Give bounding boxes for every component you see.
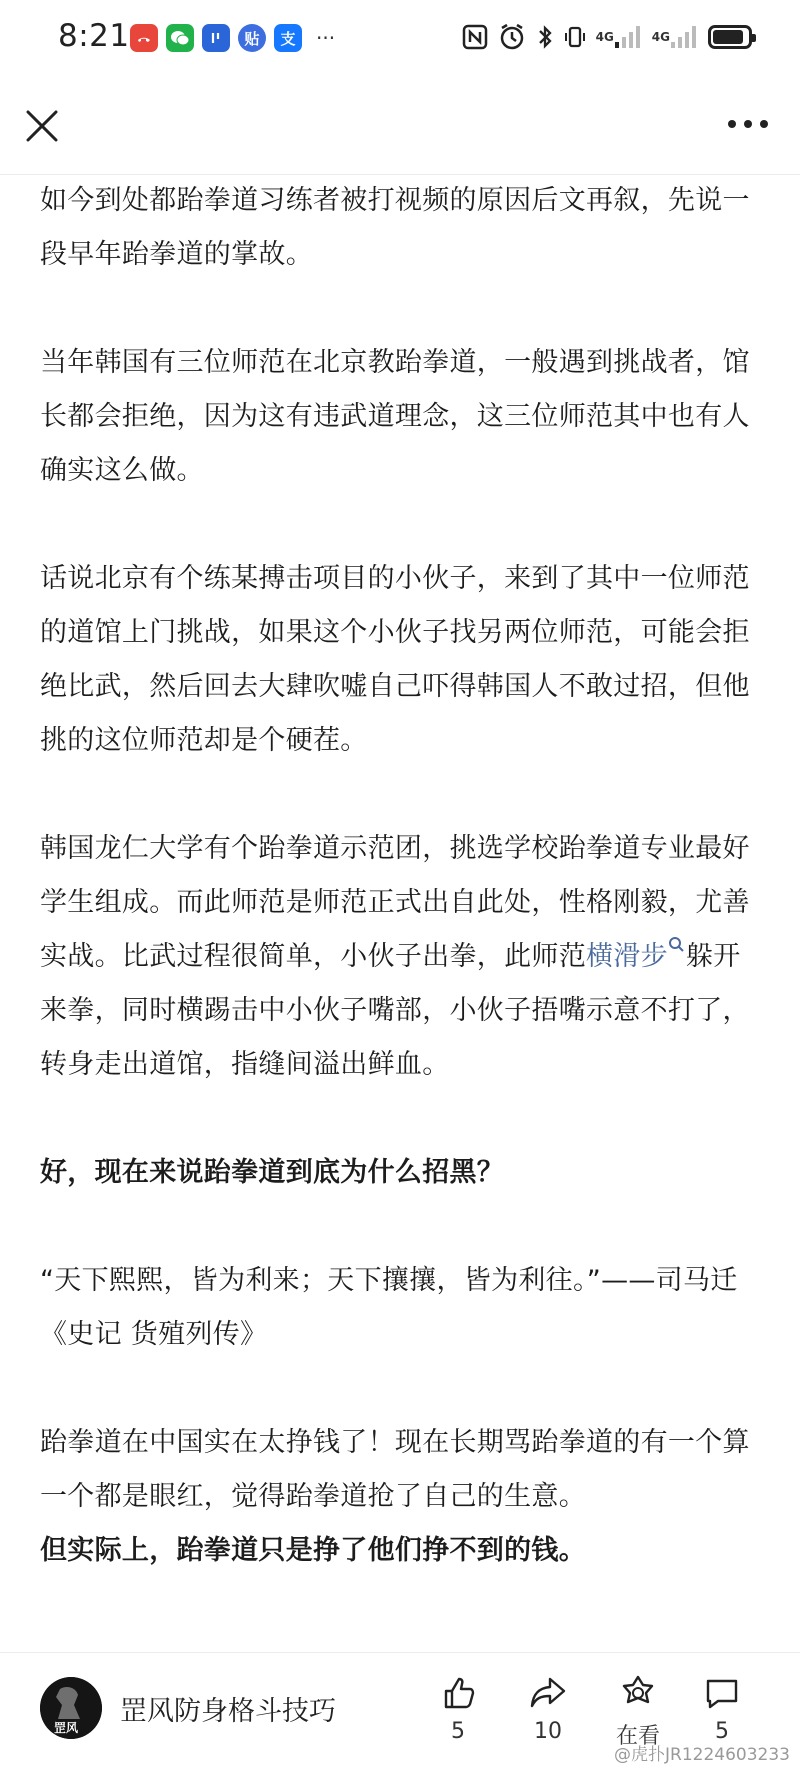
zaikan-button[interactable] (598, 1673, 678, 1750)
paragraph-4-text-a: 韩国龙仁大学有个跆拳道示范团，挑选学校跆拳道专业最好学生组成。而此师范是师范正式出自此处，性格刚毅，尤善实战。比武过程很简单，小伙子出拳，此师范 (40, 833, 750, 972)
signal-icon (614, 24, 642, 50)
alipay-icon: 支 (274, 24, 302, 52)
network-type-1: 4G (595, 30, 614, 44)
bottom-action-bar (0, 1652, 800, 1771)
search-icon[interactable] (668, 936, 686, 954)
comment-button[interactable] (682, 1673, 762, 1744)
wow-star-icon (618, 1673, 658, 1713)
paragraph-2: 当年韩国有三位师范在北京教跆拳道，一般遇到挑战者，馆长都会拒绝，因为这有违武道理念，这三位师范其中也有人确实这么做。 (40, 347, 750, 486)
share-count: 10 (534, 1719, 562, 1744)
more-icon[interactable] (726, 112, 770, 136)
network-type-2: 4G (651, 30, 670, 44)
vibrate-icon (564, 22, 586, 52)
avatar[interactable] (40, 1677, 102, 1739)
article-top-bar (0, 80, 800, 175)
bluetooth-icon (536, 22, 554, 52)
more-notifications-icon: ··· (316, 26, 336, 50)
system-icons (462, 22, 752, 52)
thumbs-up-icon (438, 1673, 478, 1713)
quote-paragraph: “天下熙熙，皆为利来；天下攘攘，皆为利往。”——司马迁《史记 货殖列传》 (40, 1265, 738, 1350)
jr-app-icon (202, 24, 230, 52)
share-button[interactable] (508, 1673, 588, 1744)
section-heading: 好，现在来说跆拳道到底为什么招黑？ (40, 1157, 505, 1188)
signal-2 (652, 22, 698, 52)
alarm-icon (498, 22, 526, 52)
zaikan-label: 在看 (615, 1724, 660, 1749)
wechat-icon (166, 24, 194, 52)
avatar-label: 罡风 (54, 1721, 79, 1735)
paragraph-8-bold: 但实际上，跆拳道只是挣了他们挣不到的钱。 (40, 1535, 586, 1566)
keyword-link[interactable]: 横滑步 (586, 941, 668, 972)
paragraph-4 (40, 822, 760, 1092)
author-name[interactable]: 罡风防身格斗技巧 (120, 1696, 336, 1727)
comment-icon (702, 1673, 742, 1713)
article-body (40, 174, 760, 1578)
like-button[interactable] (418, 1673, 498, 1744)
signal-icon-2 (670, 24, 698, 50)
paragraph-4-text-b: 躲开来拳，同时横踢击中小伙子嘴部，小伙子捂嘴示意不打了，转身走出道馆，指缝间溢出鲜血。 (40, 941, 750, 1080)
signal-1 (596, 22, 642, 52)
nfc-icon (462, 22, 488, 52)
share-icon (528, 1673, 568, 1713)
status-bar (0, 0, 800, 80)
tieba-icon: 贴 (238, 24, 266, 52)
phone-missed-icon (130, 24, 158, 52)
watermark: @虎扑JR1224603233 (614, 1745, 790, 1765)
notification-icons (130, 24, 335, 52)
paragraph-3: 话说北京有个练某搏击项目的小伙子，来到了其中一位师范的道馆上门挑战，如果这个小伙子找另两位师范，可能会拒绝比武，然后回去大肆吹嘘自己吓得韩国人不敢过招，但他挑的这位师范却是个硬茬。 (40, 563, 750, 756)
close-icon[interactable] (22, 106, 62, 146)
paragraph-7: 跆拳道在中国实在太挣钱了！现在长期骂跆拳道的有一个算一个都是眼红，觉得跆拳道抢了自己的生意。 (40, 1427, 750, 1512)
like-count: 5 (451, 1719, 465, 1744)
paragraph-1: 如今到处都跆拳道习练者被打视频的原因后文再叙，先说一段早年跆拳道的掌故。 (40, 185, 750, 270)
comment-count: 5 (715, 1719, 729, 1744)
status-time: 8:21 (58, 18, 130, 54)
battery-icon (708, 25, 752, 49)
